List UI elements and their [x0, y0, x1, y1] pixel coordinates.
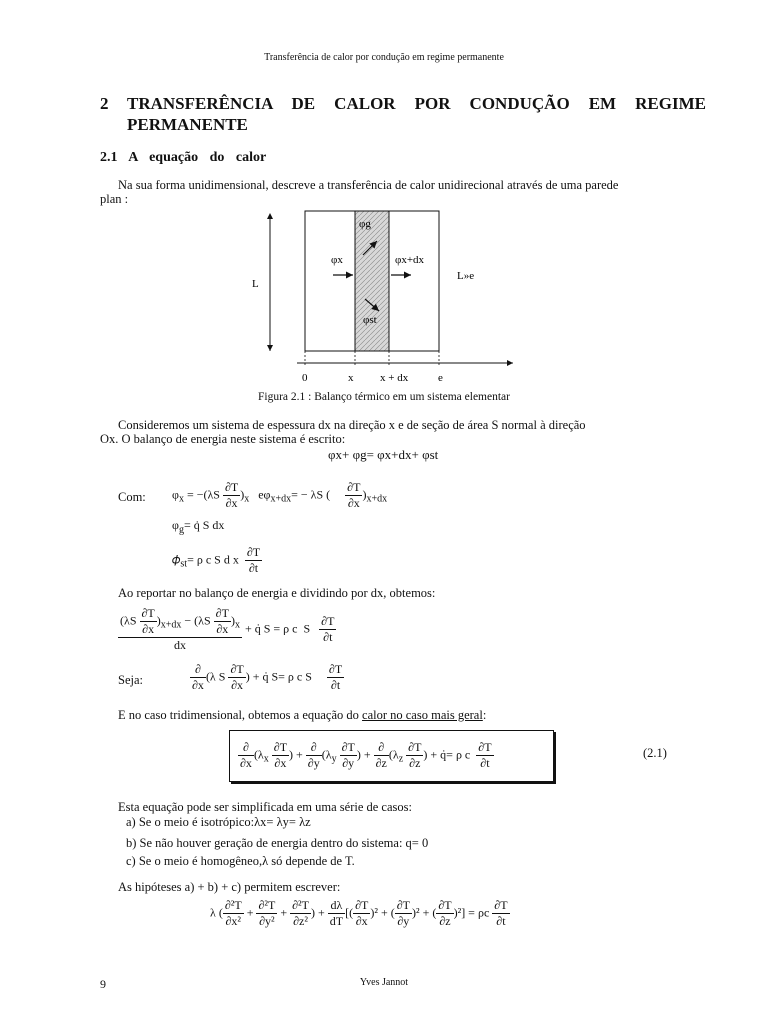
- figure-caption: Figura 2.1 : Balanço térmico em um sistema elementar: [258, 391, 510, 403]
- section-title: A equação do calor: [128, 150, 267, 165]
- equation-number: (2.1): [643, 746, 667, 760]
- running-header: Transferência de calor por condução em regime permanente: [264, 52, 504, 63]
- case-c-text: Se o meio é homogêneo,λ só depende de T.: [138, 854, 355, 868]
- eq-phi-st: 𝜙$_{st}$= ρ c S d x $\frac{\partial T}{\partial t}$: [172, 545, 261, 575]
- label-phi-x: φx: [331, 254, 343, 266]
- para6: As hipóteses a) + b) + c) permitem escrever:: [118, 880, 341, 894]
- section-heading: [100, 150, 266, 166]
- page-number: 9: [100, 977, 106, 991]
- element-slab: [355, 211, 389, 351]
- eq-phi-x: $\varphi_x = -(\lambda S$ $\frac{\partial T}{\partial x}$ )$_x$ $e\varphi_{x+dx}= - \lambda S$ ( $\frac{\partial T}{\partial x}$ )$_{x+dx}$: [172, 480, 388, 510]
- case-b-label: b): [126, 836, 137, 850]
- figure-wall-balance: [245, 205, 525, 385]
- section-number: 2.1: [100, 150, 118, 165]
- tick-x-dx: x + dx: [380, 372, 409, 384]
- chapter-title-line1: TRANSFERÊNCIA DE CALOR POR CONDUÇÃO EM REGIME: [127, 94, 706, 113]
- chapter-title-line2: PERMANENTE: [127, 115, 248, 134]
- para5: Esta equação pode ser simplificada em uma série de casos:: [118, 800, 412, 814]
- chapter-number: 2: [100, 94, 109, 113]
- tick-x: x: [348, 372, 354, 384]
- tick-0: 0: [302, 372, 308, 384]
- com-label: Com:: [118, 490, 146, 504]
- para3: Ao reportar no balanço de energia e dividindo por dx, obtemos:: [118, 586, 436, 600]
- para4-underlined: calor no caso mais geral: [362, 708, 483, 722]
- para4-colon: :: [482, 708, 487, 722]
- footer-author: Yves Jannot: [359, 977, 409, 988]
- eq-simplified: λ ( $\frac{\text{∂²T}}{\text{∂x²}}$ + $\frac{\text{∂²T}}{\text{∂y²}}$ + $\frac{\text{∂²T}}{\text{∂z²}}$ ) + $\frac{d\lambda}{dT}$ [( $\frac{\partial T}{\partial x}$ )² + ( $\frac{\partial T}{\partial y}$ )² + ( $\frac{\partial T}{\partial z}$ )²] = ρc $\frac{\partial T}{\partial t}$: [210, 898, 508, 928]
- case-a-text: Se o meio é isotrópico:λx= λy= λz: [138, 815, 311, 829]
- intro-line1: Na sua forma unidimensional, descreve a transferência de calor unidirecional através de uma parede: [118, 178, 619, 192]
- case-b: [126, 836, 428, 850]
- eq-divided: (λS $\frac{\partial T}{\partial x}$ )$_{x+dx} - (\lambda S$ $\frac{\partial T}{\partial x}$ )$_x$ dx + q̇ S = ρ c S $\frac{\partial T}{\partial t}$: [120, 606, 335, 652]
- para2-line2: Ox. O balanço de energia neste sistema é escrito:: [100, 432, 346, 446]
- para4-text: E no caso tridimensional, obtemos a equação do: [118, 708, 363, 722]
- label-phi-st: φst: [363, 314, 377, 326]
- label-phi-g: φg: [359, 218, 371, 230]
- intro-line2: plan :: [100, 192, 129, 206]
- tick-e: e: [438, 372, 443, 384]
- seja-label: Seja:: [118, 673, 143, 687]
- case-c-label: c): [126, 854, 136, 868]
- para4: [118, 708, 486, 722]
- para2-line1: Consideremos um sistema de espessura dx na direção x e de seção de área S normal à direção: [118, 418, 586, 432]
- label-L-e: L»e: [457, 270, 475, 282]
- general-heat-equation: $\frac{\partial}{\partial x}$ ($\lambda_x$ $\frac{\partial T}{\partial x}$ ) + $\frac{\partial}{\partial y}$ ($\lambda_y$ $\frac{\partial T}{\partial y}$ ) + $\frac{\partial}{\partial z}$ ($\lambda_z$ $\frac{\partial T}{\partial z}$ ) + q̇= ρ c $\frac{\partial T}{\partial t}$: [240, 740, 492, 770]
- case-b-text: Se não houver geração de energia dentro do sistema: q= 0: [139, 836, 429, 850]
- eq-seja: $\frac{\partial}{\partial x}$ (λ S $\frac{\partial T}{\partial x}$ ) + q̇ S= ρ c S $\frac{\partial T}{\partial t}$: [192, 662, 343, 692]
- energy-balance-equation: φx+ φg= φx+dx+ φst: [328, 447, 439, 462]
- label-phi-xdx: φx+dx: [395, 254, 425, 266]
- case-a: [126, 815, 311, 829]
- label-L: L: [252, 278, 259, 290]
- eq-phi-g: $\varphi_g=$ q̇ S dx: [172, 518, 225, 536]
- case-c: [126, 854, 355, 868]
- case-a-label: a): [126, 815, 136, 829]
